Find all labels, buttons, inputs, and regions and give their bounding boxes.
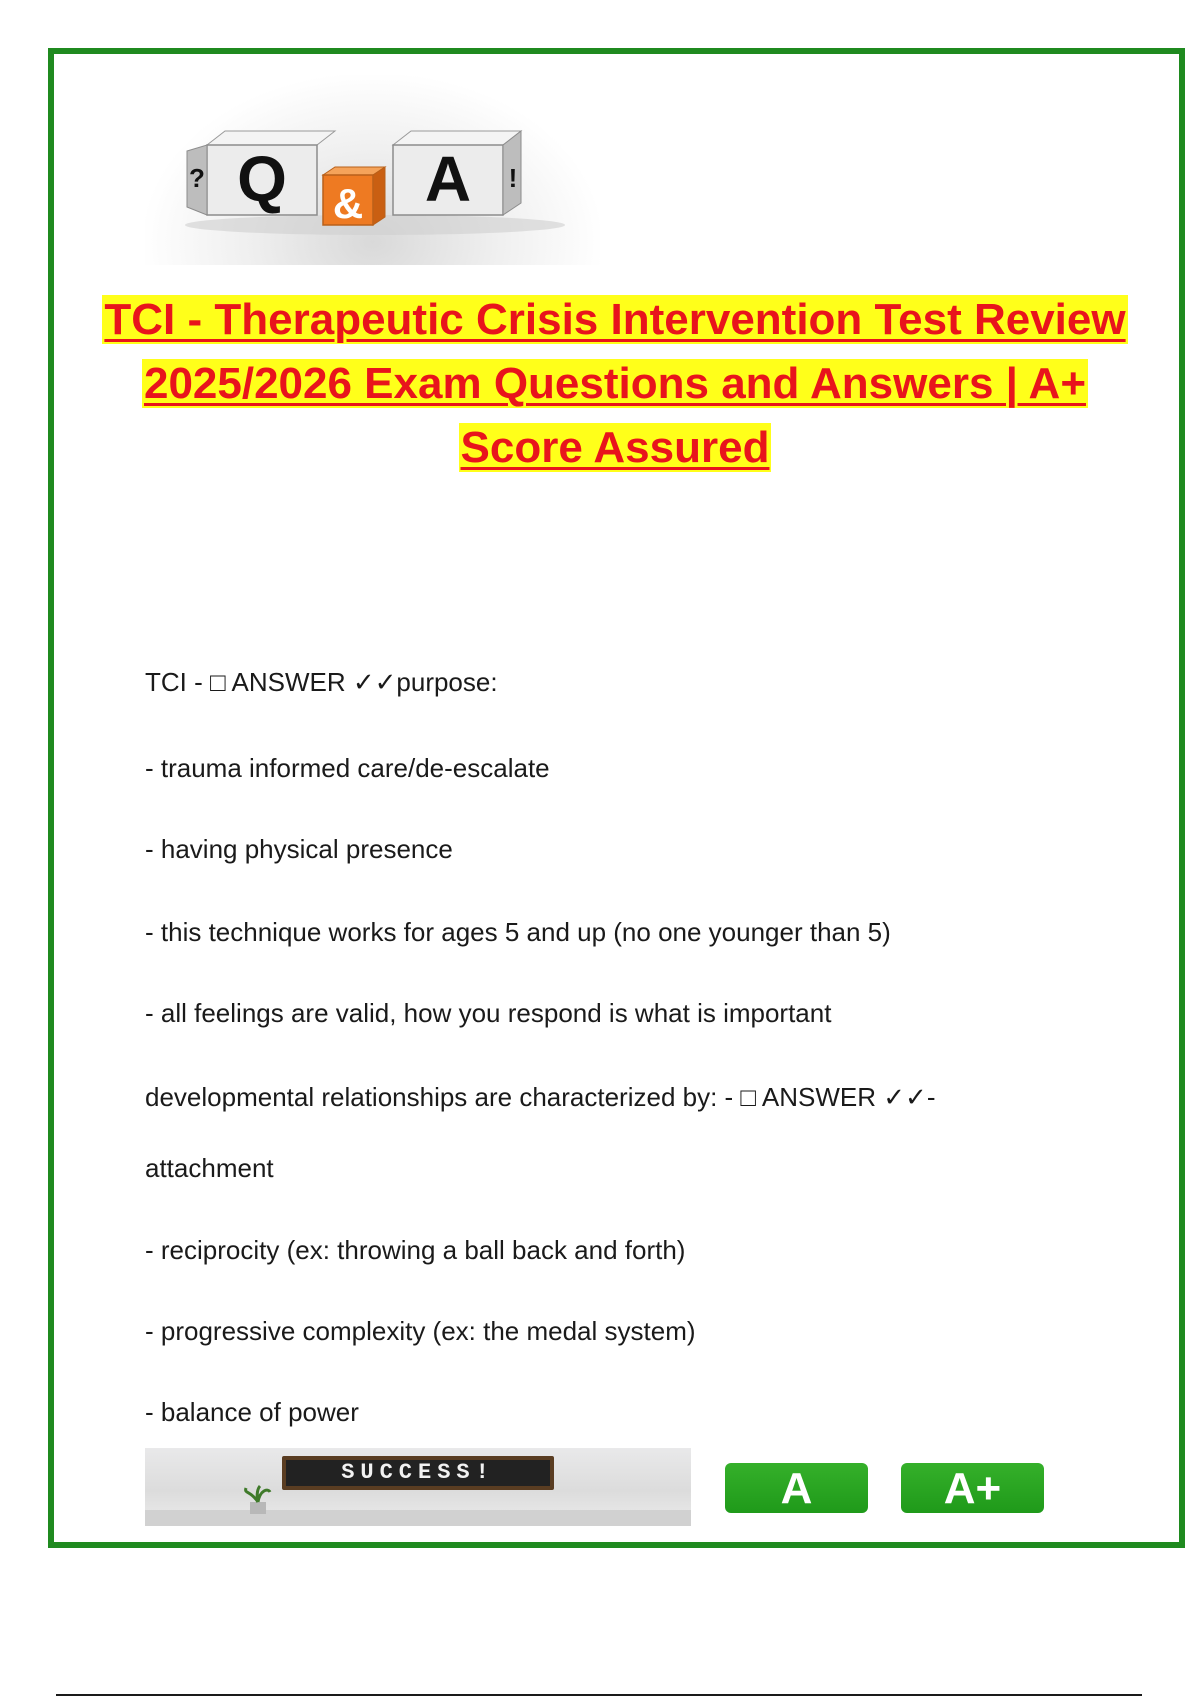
qa-dice-logo-graphic	[145, 75, 600, 265]
answer-2-item-1: - reciprocity (ex: throwing a ball back and forth)	[145, 1235, 686, 1265]
answer-1-item-4: - all feelings are valid, how you respond is what is important	[145, 998, 832, 1028]
plant-icon	[240, 1484, 276, 1514]
ampersand-die-letter: &	[332, 180, 364, 227]
banner-desk	[145, 1510, 691, 1526]
q-die	[187, 131, 335, 215]
grade-a-badge: A	[725, 1463, 868, 1513]
answer-1-item-2: - having physical presence	[145, 834, 453, 864]
a-die	[393, 131, 521, 215]
success-banner-image	[145, 1448, 691, 1526]
document-title	[100, 288, 1130, 480]
answer-1-item-3: - this technique works for ages 5 and up (no one younger than 5)	[145, 917, 891, 947]
ampersand-die	[323, 167, 385, 227]
a-die-side-mark: !	[508, 163, 518, 193]
answer-2-item-2: - progressive complexity (ex: the medal system)	[145, 1316, 696, 1346]
document-title-text: TCI - Therapeutic Crisis Intervention Test Review 2025/2026 Exam Questions and Answers | A+ Score Assured	[104, 295, 1126, 472]
a-die-letter: A	[424, 143, 472, 215]
bottom-rule	[56, 1694, 1142, 1696]
question-1: TCI - □ ANSWER ✓✓purpose:	[145, 667, 498, 697]
grade-a-plus-badge: A+	[901, 1463, 1044, 1513]
q-die-side-mark: ?	[189, 163, 205, 193]
success-chalkboard: SUCCESS!	[282, 1456, 554, 1490]
answer-1-item-1: - trauma informed care/de-escalate	[145, 753, 550, 783]
question-2-continuation: attachment	[145, 1153, 274, 1183]
question-2: developmental relationships are characterized by: - □ ANSWER ✓✓-	[145, 1082, 936, 1112]
q-die-letter: Q	[237, 143, 287, 215]
answer-2-item-3: - balance of power	[145, 1397, 359, 1427]
qa-dice-logo	[145, 75, 600, 265]
